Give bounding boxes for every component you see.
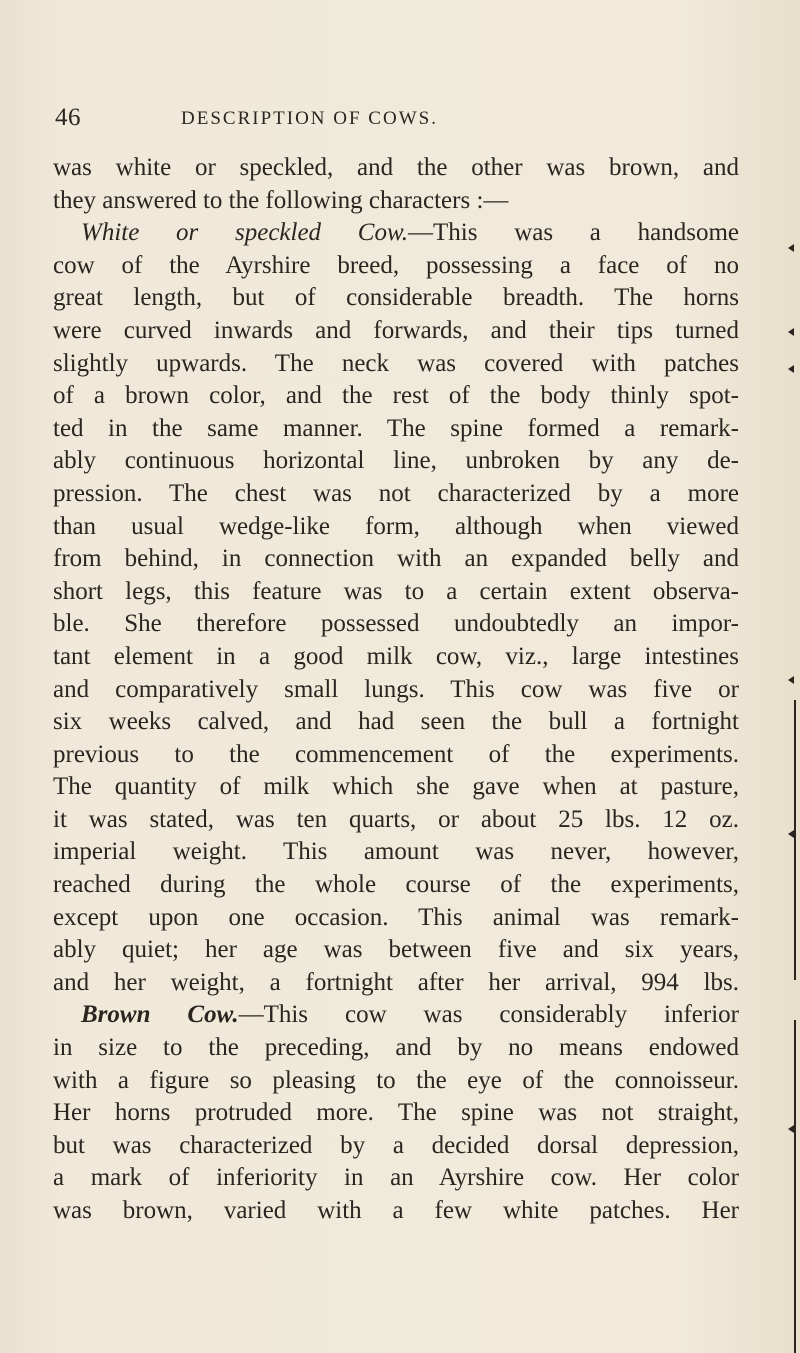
text-line: and her weight, a fortnight after her arrival, 994 lbs.	[53, 968, 739, 996]
text-line: it was stated, was ten quarts, or about 25 lbs. 12 oz.	[53, 805, 739, 833]
text-line: but was characterized by a decided dorsal depression,	[53, 1131, 739, 1159]
text-line: tant element in a good milk cow, viz., large intestines	[53, 642, 739, 670]
edge-line	[794, 1020, 796, 1353]
text-line-with-heading	[53, 999, 739, 1032]
text-line: Her horns protruded more. The spine was not straight,	[53, 1099, 739, 1127]
text-line: and comparatively small lungs. This cow was five or	[53, 675, 739, 703]
text-line: slightly upwards. The neck was covered with patches	[53, 349, 739, 377]
page-number: 46	[55, 104, 81, 131]
text-line: was brown, varied with a few white patches. Her	[53, 1197, 739, 1224]
text-line: they answered to the following characters :—	[53, 186, 509, 214]
edge-tick	[788, 1125, 794, 1133]
text-line: than usual wedge-like form, although when viewed	[53, 512, 739, 540]
text-line: was white or speckled, and the other was brown, and	[53, 154, 739, 181]
edge-tick	[788, 328, 794, 336]
text-line: The quantity of milk which she gave when at pasture,	[53, 773, 739, 801]
heading-dash: —	[408, 219, 434, 247]
text-line: ably continuous horizontal line, unbroken by any de-	[53, 447, 739, 475]
text-line: six weeks calved, and had seen the bull a fortnight	[53, 708, 739, 736]
text-line: pression. The chest was not characterized by a more	[53, 479, 739, 507]
text-line: ble. She therefore possessed undoubtedly an impor-	[53, 610, 739, 638]
text-line: ted in the same manner. The spine formed a remark-	[53, 414, 739, 442]
edge-tick	[788, 676, 794, 684]
heading-dash: —	[238, 1001, 264, 1029]
text-line-with-heading	[53, 217, 739, 250]
section-heading-speckled-cow: White or speckled Cow.	[81, 219, 409, 247]
text-run: This cow was considerably inferior	[263, 1001, 739, 1029]
edge-tick	[788, 830, 794, 838]
text-line: except upon one occasion. This animal was remark-	[53, 903, 739, 931]
text-line: in size to the preceding, and by no means endowed	[53, 1034, 739, 1062]
edge-tick	[788, 365, 794, 373]
text-line: great length, but of considerable breadth. The horns	[53, 284, 739, 312]
text-line: previous to the commencement of the experiments.	[53, 740, 739, 768]
text-line: ably quiet; her age was between five and six years,	[53, 936, 739, 964]
text-line: short legs, this feature was to a certain extent observa-	[53, 577, 739, 605]
text-line: were curved inwards and forwards, and their tips turned	[53, 316, 739, 344]
running-head: DESCRIPTION OF COWS.	[181, 108, 438, 129]
text-line: from behind, in connection with an expanded belly and	[53, 545, 739, 573]
edge-tick	[788, 244, 794, 252]
text-line: reached during the whole course of the experiments,	[53, 871, 739, 899]
text-line: of a brown color, and the rest of the body thinly spot-	[53, 382, 739, 410]
text-run: This was a handsome	[433, 219, 739, 247]
text-line: cow of the Ayrshire breed, possessing a face of no	[53, 251, 739, 279]
body-text	[53, 152, 739, 1228]
page-header	[55, 104, 745, 144]
edge-line	[794, 700, 796, 980]
page-edge-marks	[786, 140, 800, 1353]
text-line: with a figure so pleasing to the eye of the connoisseur.	[53, 1066, 739, 1094]
text-line: imperial weight. This amount was never, however,	[53, 838, 739, 866]
section-heading-brown-cow: Brown Cow.	[81, 1001, 239, 1029]
text-line: a mark of inferiority in an Ayrshire cow. Her color	[53, 1164, 739, 1192]
